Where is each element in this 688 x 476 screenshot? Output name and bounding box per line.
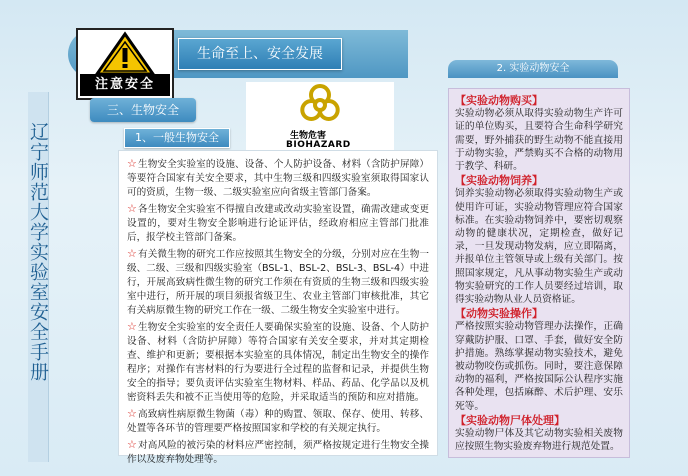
section-body: 严格按照实验动物管理办法操作，正确穿戴防护服、口罩、手套，做好安全防护措施。熟练掌握动物实验技术，避免被动物咬伤或抓伤。同时，要注意保障动物的福利，严格按国际公认程序实施各种处理，包括麻醉、术后护理、安乐死等。	[455, 321, 623, 412]
section-body: 饲养实验动物必须取得实验动物生产或使用许可证，实验动物管理应符合国家标准。在实验动物饲养中，要密切观察动物的健康状况，定期检查，做好记录，一旦发现动物发病，应立即隔离，并报单位主管领导或上级有关部门。按照国家规定，凡从事动物实验生产或动物实验研究的工作人员要经过培训，取得实验动物从业人员资格证。	[455, 188, 623, 306]
list-item: ☆生物安全实验室的设施、设备、个人防护设备、材料（含防护屏障）等要符合国家有关安全要求，其中生物三级和四级实验室须取得国家认可的资质，生物一级、二级实验室应向省级主管部门备案。	[127, 157, 429, 198]
star-icon: ☆	[127, 202, 137, 215]
star-icon: ☆	[127, 247, 137, 260]
tab-animal-safety[interactable]: 2. 实验动物安全	[448, 60, 618, 78]
star-icon: ☆	[127, 407, 137, 420]
section-title: 【动物实验操作】	[455, 307, 543, 321]
section-title: 【实验动物尸体处理】	[455, 413, 565, 427]
star-icon: ☆	[127, 438, 137, 451]
biohazard-icon	[246, 82, 394, 128]
section-title: 【实验动物饲养】	[455, 174, 543, 188]
list-item: ☆各生物安全实验室不得擅自改建或改动实验室设置，确需改建或变更设置的，要对生物安全影响进行论证评估，经政府相应主管部门批准后，报学校主管部门备案。	[127, 202, 429, 243]
section-tab-biosafety[interactable]: 三、生物安全	[90, 98, 196, 122]
biosafety-content	[118, 150, 438, 465]
warning-sign	[76, 28, 174, 100]
warning-caption: 注意安全	[80, 74, 170, 96]
biohazard-label-en: BIOHAZARD	[286, 140, 351, 150]
biohazard-label-cn: 生物危害	[290, 131, 327, 141]
biohazard-sign	[246, 82, 394, 158]
slogan-banner: 生命至上、安全发展	[178, 38, 342, 70]
warning-triangle-icon	[95, 32, 155, 76]
star-icon: ☆	[127, 157, 137, 170]
section-body: 实验动物必须从取得实验动物生产许可证的单位购买，且要符合生命科学研究需要，野外捕获的野生动物不能直接用于动物实验，严禁购买不合格的动物用于教学、科研。	[455, 108, 623, 173]
animal-safety-content	[448, 88, 630, 458]
list-item: ☆对高风险的被污染的材料应严密控制，须严格按规定进行生物安全操作以及废弃物处理等。	[127, 438, 429, 465]
list-item: ☆有关微生物的研究工作应按照其生物安全的分级，分别对应在生物一级、二级、三级和四级实验室（BSL-1、BSL-2、BSL-3、BSL-4）中进行，开展高致病性微生物的研究工作须在有资质的生物三级和四级实验室中进行，所开展的项目须报省级卫生、农业主管部门审核批准，其它有关病原微生物的研究工作在一级、二级生物安全实验室中进行。	[127, 247, 429, 316]
list-item: ☆高致病性病原微生物菌（毒）种的购置、领取、保存、使用、转移、处置等各环节的管理要严格按照国家和学校的有关规定执行。	[127, 407, 429, 434]
sub-tab-general-biosafety[interactable]: 1、一般生物安全	[124, 128, 230, 148]
handbook-title: 辽宁师范大学实验室安全手册	[27, 122, 49, 382]
list-item: ☆生物安全实验室的安全责任人要确保实验室的设施、设备、个人防护设备、材料（含防护屏障）等符合国家有关安全要求，并对其定期检查、维护和更新；要根据本实验室的具体情况，制定出生物安全的操作程序；对操作有害材料的行为要进行全过程的监督和记录，并提供生物安全的指导；要负责评估实验室生物材料、样品、药品、化学品以及机密资料丢失和被不正当使用等的危险，并采取适当的预防和应对措施。	[127, 320, 429, 403]
star-icon: ☆	[127, 320, 137, 333]
section-body: 实验动物尸体及其它动物实验相关废物应按照生物实验废弃物进行规范处置。	[455, 428, 623, 453]
section-title: 【实验动物购买】	[455, 94, 543, 107]
